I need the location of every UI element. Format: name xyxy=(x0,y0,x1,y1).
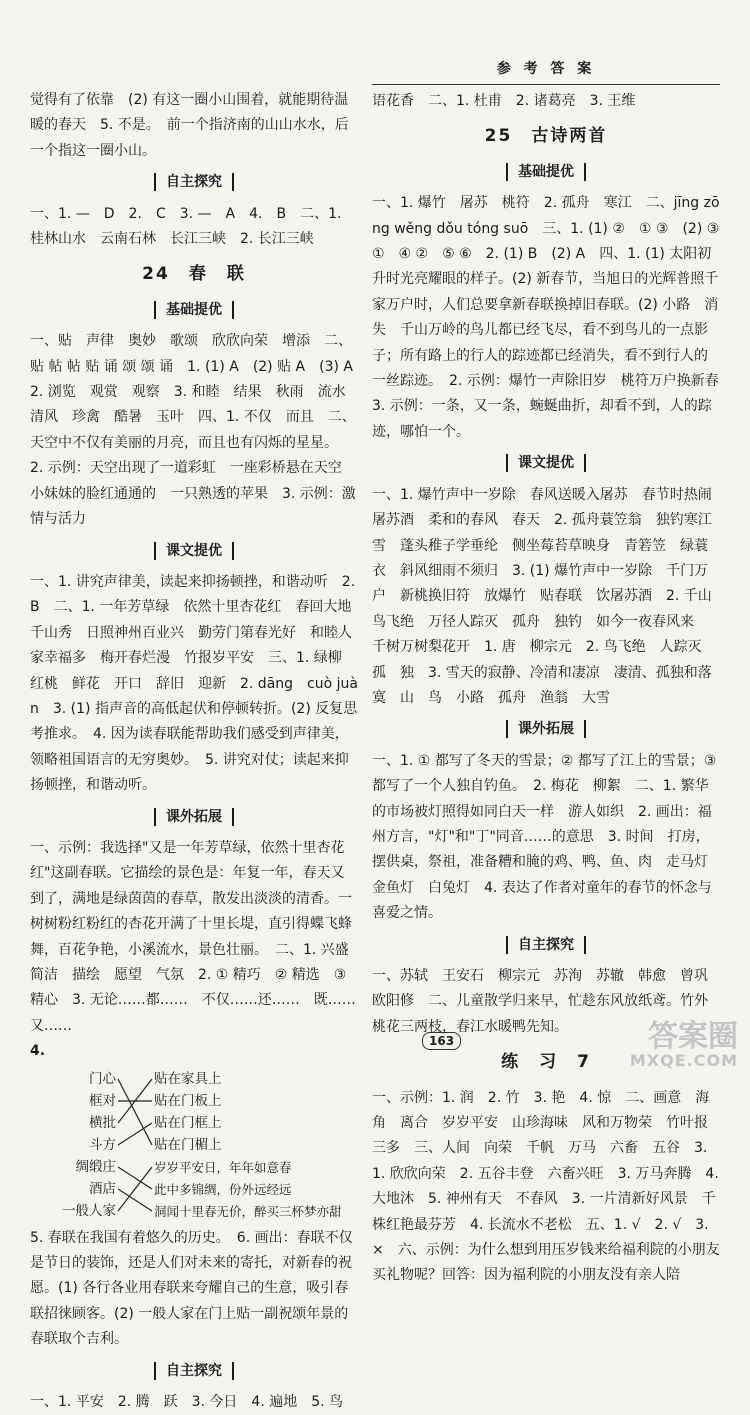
match-line xyxy=(118,1189,152,1211)
extension-answers: 一、示例：我选择"又是一年芳草绿，依然十里杏花红"这副春联。它描绘的景色是：年复一年，春天又到了，满地是绿茵茵的春草，散发出淡淡的清香。一树树粉红粉红的杏花开满了十里长堤，直引得蝶飞蜂舞，百花争艳，小溪流水，景色壮丽。 二、1. 兴盛 简洁 描绘 愿望 气氛 2. ① 精巧 ② 精选 ③ 精心 3. 无论……都…… 不仅……还…… 既……又…… xyxy=(30,839,363,1034)
page-header: 参 考 答 案 xyxy=(496,61,596,77)
section-header-extension: 课外拓展 xyxy=(30,805,358,830)
section-header-self-explore-1: 自主探究 xyxy=(30,170,358,195)
match-right-item: 岁岁平安日，年年如意春 xyxy=(154,1159,292,1175)
exercise-7-answers: 一、示例：1. 润 2. 竹 3. 艳 4. 惊 二、画意 海角 离合 岁岁平安 山珍海味 风和万物荣 竹叶报三多 三、人间 向荣 千帆 万马 六畜 五谷 3. 1. 欣欣向荣 2. 五谷丰登 六畜兴旺 3. 万马奔腾 4. 大地沐 5. 神州有天 不春风 3. 一片清新好风景 千株红艳最芬芳 4. 长流水不老松 五、1. √ 2. √ 3. × 六、示例：为什么想到用压岁钱来给福利院的小朋友买礼物呢？回答：因为福利院的小朋友没有亲人陪 xyxy=(372,1089,720,1284)
section-header-text: 课文提优 xyxy=(30,539,358,564)
match-line xyxy=(118,1167,152,1211)
match-right-item: 贴在门框上 xyxy=(154,1114,222,1131)
text-answers: 一、1. 讲究声律美，读起来抑扬顿挫，和谐动听 2. B 二、1. 一年芳草绿 依然十里杏花红 春回大地千山秀 日照神州百业兴 勤劳门第春光好 和睦人家幸福多 梅开春烂漫 竹报岁平安 三、1. 绿柳 红桃 鲜花 开口 辞旧 迎新 2. dāng cuò juàn 3. (1) 指声音的高低起伏和停顿转折。(2) 反复思考推求。 4. 因为读春联能帮助我们感受到声律美，领略祖国语言的无穷奥妙。 5. 讲究对仗；读起来抑扬顿挫，和谐动听。 xyxy=(30,573,358,794)
section-header-text-25: 课文提优 xyxy=(372,451,720,476)
watermark-logo xyxy=(629,1019,738,1070)
left-intro xyxy=(30,88,358,164)
header-rule xyxy=(372,84,720,85)
match-left-item: 一般人家 xyxy=(62,1202,116,1219)
matching-exercise xyxy=(30,1067,358,1222)
match-right-item: 贴在门楣上 xyxy=(154,1136,222,1153)
match-left-item: 横批 xyxy=(89,1114,116,1131)
match-line xyxy=(118,1167,152,1189)
watermark-line1: 答案圈 xyxy=(648,1019,738,1054)
self-explore-answers-25: 一、苏轼 王安石 柳宗元 苏洵 苏辙 韩愈 曾巩 欧阳修 二、儿童散学归来早，忙趁东风放纸鸢。竹外桃花三两枝，春江水暖鸭先知。 xyxy=(372,968,722,1035)
match-left-item: 酒店 xyxy=(89,1180,116,1197)
match-right-item: 贴在门板上 xyxy=(154,1092,222,1109)
lesson-24-title: 24 春 联 xyxy=(142,264,246,285)
section-header-self-explore-2: 自主探究 xyxy=(30,1359,358,1384)
left-intro-text: 觉得有了依靠 (2) 有这一圈小山围着，就能期待温暖的春天 5. 不是。 前一个指济南的山山水水，后一个指这一圈小山。 xyxy=(30,92,349,159)
right-column xyxy=(372,0,733,1284)
match-left-item: 绸缎庄 xyxy=(75,1158,116,1175)
match-left-item: 斗方 xyxy=(89,1136,116,1153)
page-number: 163 xyxy=(422,1032,461,1050)
self-explore-1-text: 一、1. — D 2. C 3. — A 4. B 二、1. 桂林山水 云南石林 长江三峡 2. 长江三峡 xyxy=(30,205,342,248)
extension-answers-25: 一、1. ① 都写了冬天的雪景；② 都写了江上的雪景；③ 都写了一个人独自钓鱼。 2. 梅花 柳絮 二、1. 繁华的市场被灯照得如同白天一样 游人如织 2. 画出：福州方言，"灯"和"丁"同音……的意思 3. 时间 打房，摆供桌，祭祖，准备糟和腌的鸡、鸭、鱼、肉 走马灯 金鱼灯 白兔灯 4. 表达了作者对童年的春节的怀念与喜爱之情。 xyxy=(372,752,722,922)
basic-answers: 一、贴 声律 奥妙 歌颂 欣欣向荣 增添 二、贴 帖 帖 贴 诵 颂 颂 诵 1. (1) A (2) 贴 A (3) A 2. 浏览 观赏 观察 3. 和睦 结果 秋雨 流水 清风 珍禽 酷暑 玉叶 四、1. 不仅 而且 二、天空中不仅有美丽的月亮，而且也有闪烁的星星。 2. 示例：天空出现了一道彩虹 一座彩桥悬在天空 小妹妹的脸红通通的 一只熟透的苹果 3. 示例：激情与活力 xyxy=(30,333,367,528)
matching-lines xyxy=(30,1067,154,1222)
self-explore-2-text: 一、1. 平安 2. 腾 跃 3. 今日 4. 遍地 5. 鸟 xyxy=(30,1394,344,1411)
extension-answers-2: 5. 春联在我国有着悠久的历史。 6. 画出：春联不仅是节日的装饰，还是人们对未来的寄托，对新春的祝愿。(1) 各行各业用春联来夸耀自己的生意，吸引春联招徕顾客。(2) 一般人家在门上贴一副祝颂年景的春联取个吉利。 xyxy=(30,1229,353,1348)
match-left-item: 框对 xyxy=(89,1092,116,1109)
section-header-self-explore-25: 自主探究 xyxy=(372,933,720,958)
match-right-item: 此中多锦绸，份外远经远 xyxy=(154,1181,292,1197)
basic-answers-25: 一、1. 爆竹 屠苏 桃符 2. 孤舟 寒江 二、jīng zōng wěng dǒu tóng suō 三、1. (1) ② ① ③ (2) ③ ① ④ ② ⑤ ⑥ 2. (1) B (2) A 四、1. (1) 太阳初升时光亮耀眼的样子。(2) 新春节，当旭日的光辉普照千家万户时，人们总要拿新春联换掉旧春联。(2) 小路 消失 千山万岭的鸟儿都已经飞尽，看不到鸟儿的一点影子；所有路上的行人的踪迹都已经消失，看不到行人的一丝踪迹。 2. 示例：爆竹一声除旧岁 桃符万户换新春 3. 示例：一条，又一条，蜿蜒曲折，却看不到，人的踪迹，哪怕一个。 xyxy=(372,195,733,440)
matching-number: 4. xyxy=(30,1043,46,1060)
lesson-25-title: 25 古诗两首 xyxy=(484,126,608,147)
right-top-text: 语花香 二、1. 杜甫 2. 诸葛亮 3. 王维 xyxy=(372,93,636,109)
match-left-item: 门心 xyxy=(89,1070,116,1087)
section-header-extension-25: 课外拓展 xyxy=(372,717,720,742)
left-column xyxy=(30,0,367,1411)
match-right-item: 贴在家具上 xyxy=(154,1070,222,1087)
match-right-item: 洞闻十里春无价，醉买三杯梦亦甜 xyxy=(154,1203,342,1219)
section-header-basic: 基础提优 xyxy=(30,298,358,323)
exercise-7-title: 练 习 7 xyxy=(501,1052,591,1073)
text-answers-25: 一、1. 爆竹声中一岁除 春风送暖入屠苏 春节时热闹 屠苏酒 柔和的春风 春天 2. 孤舟蓑笠翁 独钓寒江雪 蓬头稚子学垂纶 侧坐莓苔草映身 青箬笠 绿蓑衣 斜风细雨不须归 3. (1) 爆竹声中一岁除 千门万户 新桃换旧符 放爆竹 贴春联 饮屠苏酒 2. 千山鸟飞绝 万径人踪灭 孤舟 独钓 如今一夜春风来 千树万树梨花开 1. 唐 柳宗元 2. 鸟飞绝 人踪灭 孤 独 3. 雪天的寂静、冷清和凄凉 凄清、孤独和落寞 山 鸟 小路 孤舟 渔翁 大雪 xyxy=(372,486,726,706)
match-line xyxy=(118,1079,152,1145)
section-header-basic-25: 基础提优 xyxy=(372,160,720,185)
watermark-line2: MXQE.COM xyxy=(629,1051,738,1070)
